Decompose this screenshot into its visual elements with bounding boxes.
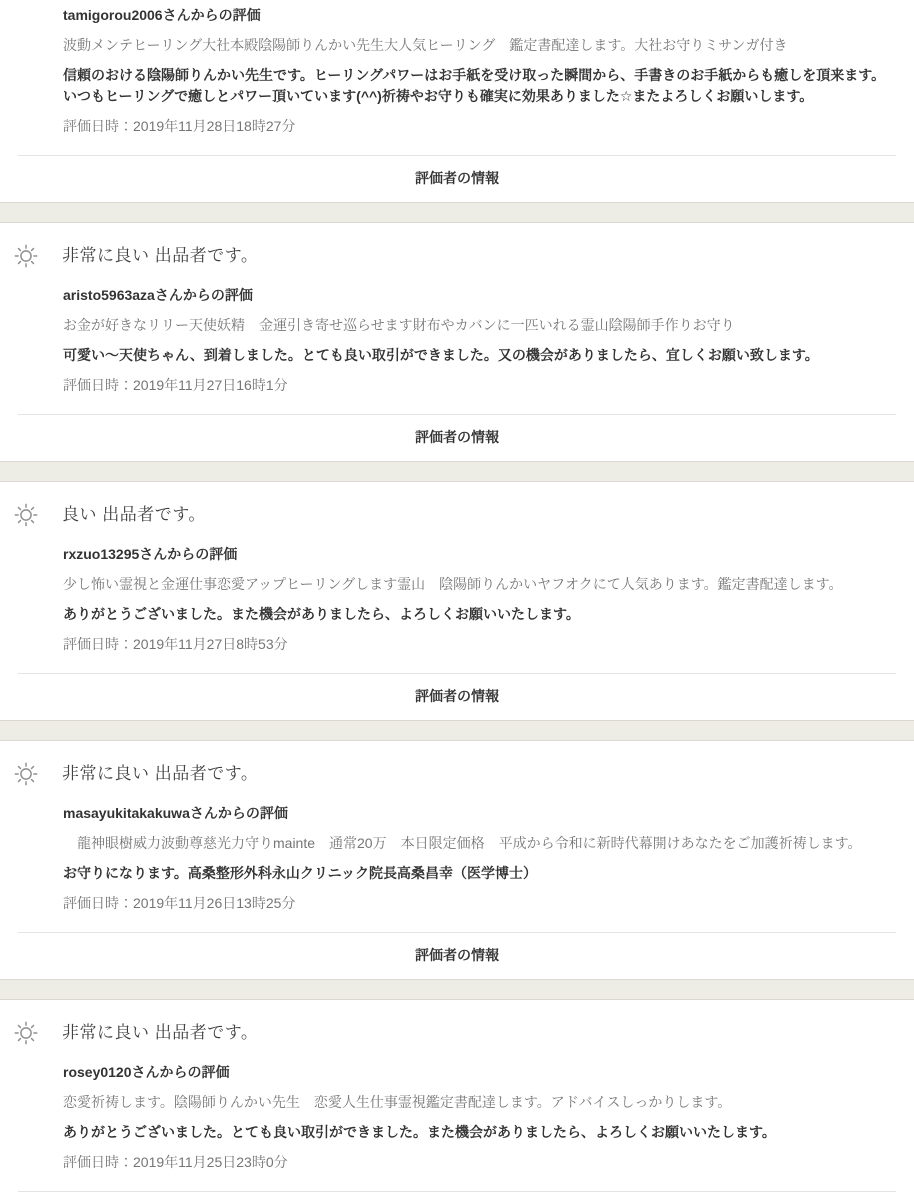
sun-rating-icon [13,1020,39,1046]
reviewer-name: rosey0120さんからの評価 [63,1064,230,1080]
review-comment: ありがとうございました。とても良い取引ができました。また機会がありましたら、よろしくお願いいたします。 [63,1124,776,1140]
review-details [0,285,914,396]
item-title: 少し怖い霊視と金運仕事恋愛アップヒーリングします霊山 陰陽師りんかいヤフオクにて人気あります。鑑定書配達します。 [63,576,843,592]
rater-info-bar [0,932,914,979]
rating-heading-row [0,741,914,787]
rating-heading-row [0,1000,914,1046]
rater-info-button[interactable]: 評価者の情報 [415,170,499,186]
review-comment: お守りになります。高桑整形外科永山クリニック院長高桑昌幸（医学博士） [63,865,538,881]
review-section-partial [0,0,914,202]
reviewer-name: rxzuo13295さんからの評価 [63,546,238,562]
review-section [0,482,914,720]
reviewer-name: tamigorou2006さんからの評価 [63,7,261,23]
item-title: お金が好きなリリー天使妖精 金運引き寄せ巡らせます財布やカバンに一匹いれる霊山陰陽師手作りお守り [63,317,735,333]
review-details [0,0,914,137]
reviewer-name: masayukitakakuwaさんからの評価 [63,805,288,821]
review-details [0,803,914,914]
rating-heading-row [0,482,914,528]
reviewer-name: aristo5963azaさんからの評価 [63,287,253,303]
rater-info-button[interactable]: 評価者の情報 [415,947,499,963]
review-date: 評価日時：2019年11月27日16時1分 [63,377,288,393]
rater-info-button[interactable]: 評価者の情報 [415,429,499,445]
rating-heading: 非常に良い 出品者です。 [62,246,259,265]
section-divider-band [0,720,914,741]
rating-heading: 良い 出品者です。 [62,505,206,524]
rater-info-bar [0,155,914,202]
review-date: 評価日時：2019年11月26日13時25分 [63,895,296,911]
review-section [0,223,914,461]
section-divider-band [0,461,914,482]
rating-heading: 非常に良い 出品者です。 [62,764,259,783]
review-comment: 可愛い〜天使ちゃん、到着しました。とても良い取引ができました。又の機会がありましたら、宜しくお願い致します。 [63,347,819,363]
review-date: 評価日時：2019年11月25日23時0分 [63,1154,288,1170]
item-title: 恋愛祈祷します。陰陽師りんかい先生 恋愛人生仕事霊視鑑定書配達します。アドバイスしっかりします。 [63,1094,732,1110]
item-title: 波動メンテヒーリング大社本殿陰陽師りんかい先生大人気ヒーリング 鑑定書配達します。大社お守りミサンガ付き [63,37,788,53]
rater-info-bar [0,673,914,720]
review-comment: 信頼のおける陰陽師りんかい先生です。ヒーリングパワーはお手紙を受け取った瞬間から、手書きのお手紙からも癒しを頂来ます。いつもヒーリングで癒しとパワー頂いています(^^)祈祷やお守りも確実に効果ありました☆またよろしくお願いします。 [63,67,886,104]
review-date: 評価日時：2019年11月28日18時27分 [63,118,296,134]
sun-rating-icon [13,243,39,269]
rating-heading: 非常に良い 出品者です。 [62,1023,259,1042]
sun-rating-icon [13,502,39,528]
review-date: 評価日時：2019年11月27日8時53分 [63,636,288,652]
sun-rating-icon [13,761,39,787]
review-details [0,544,914,655]
bottom-spacer [0,1192,914,1200]
review-details [0,1062,914,1173]
review-section [0,1000,914,1200]
review-section [0,741,914,979]
rater-info-bar [0,414,914,461]
review-comment: ありがとうございました。また機会がありましたら、よろしくお願いいたします。 [63,606,580,622]
section-divider-band [0,202,914,223]
rating-heading-row [0,223,914,269]
item-title: 龍神眼樹威力波動尊慈光力守りmainte 通常20万 本日限定価格 平成から令和に新時代幕開けあなたをご加護祈祷します。 [63,835,862,851]
section-divider-band [0,979,914,1000]
rater-info-button[interactable]: 評価者の情報 [415,688,499,704]
